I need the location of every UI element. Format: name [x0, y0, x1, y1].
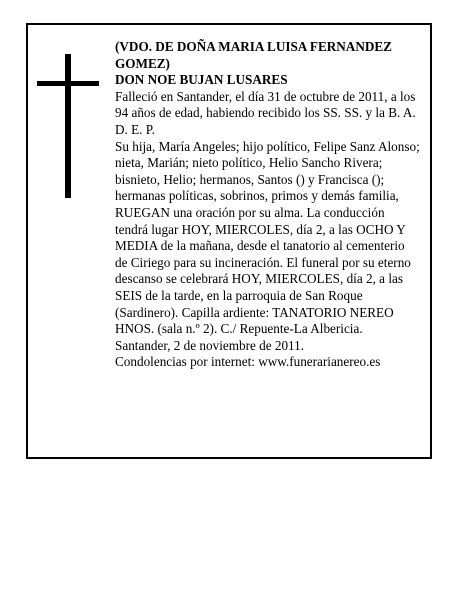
funeral-request: RUEGAN una oración por su alma. La conducción tendrá lugar HOY, MIERCOLES, día 2, a las OCHO Y MEDIA de la mañana, desde el tanatorio al cementerio de Ciriego para su incineración. El funeral por su eterno descanso se celebrará HOY, MIERCOLES, día 2, a las SEIS de la tarde, en la parroquia de San Roque (Sardinero). Capilla ardiente: TANATORIO NEREO HNOS. (sala n.º 2). C./ Repuente-La Albericia. [115, 204, 411, 337]
condolences-line: Condolencias por internet: www.funerarianereo.es [115, 354, 381, 370]
obituary-text [115, 39, 420, 371]
rip-line: D. E. P. [115, 121, 155, 137]
deceased-name: DON NOE BUJAN LUSARES [115, 72, 288, 88]
widow-line: (VDO. DE DOÑA MARIA LUISA FERNANDEZ GOMEZ) [115, 39, 392, 71]
family-list: Su hija, María Angeles; hijo político, Felipe Sanz Alonso; nieta, Marián; nieto político, Helio Sancho Rivera; bisnieto, Helio; hermanos, Santos () y Francisca (); hermanas políticas, sobrinos, primos y demás familia, [115, 138, 420, 204]
cross-icon-bar [37, 81, 99, 86]
date-place: Santander, 2 de noviembre de 2011. [115, 337, 305, 353]
cross-icon [65, 54, 71, 198]
death-notice: Falleció en Santander, el día 31 de octubre de 2011, a los 94 años de edad, habiendo recibido los SS. SS. y la B. A. [115, 88, 416, 121]
